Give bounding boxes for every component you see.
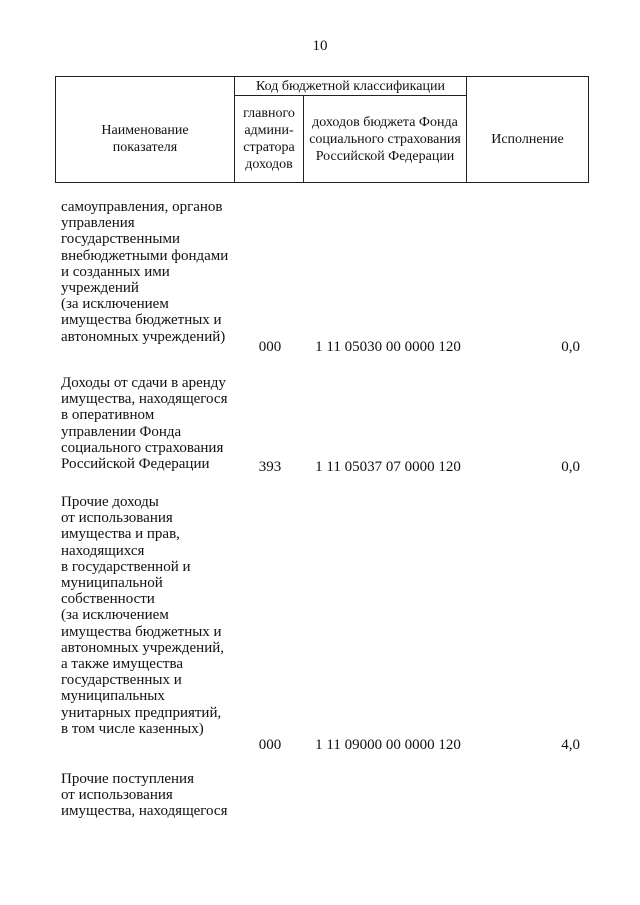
row-execution: 0,0 xyxy=(561,339,580,355)
row-execution: 0,0 xyxy=(561,459,580,475)
header-col-name: Наименование показателя xyxy=(101,123,189,155)
row-admin-code: 000 xyxy=(258,737,282,753)
row-income-code: 1 11 05037 07 0000 120 xyxy=(315,459,461,475)
row-name: Прочие доходы от использования имущества и прав, находящихся в государственной и муниципальной собственности (за исключением имущества бюджетных и автономных учреждений, а также имущества государственных и муниципальных унитарных предприятий, в том числе казенных) xyxy=(61,494,225,737)
header-group-title: Код бюджетной классификации xyxy=(256,78,445,94)
row-income-code: 1 11 05030 00 0000 120 xyxy=(315,339,461,355)
page-number: 10 xyxy=(312,38,328,54)
row-admin-code: 393 xyxy=(258,459,282,475)
row-name: Доходы от сдачи в аренду имущества, находящегося в оперативном управлении Фонда социального страхования Российской Федерации xyxy=(61,375,228,473)
row-execution: 4,0 xyxy=(561,737,580,753)
row-name: самоуправления, органов управления государственными внебюджетными фондами и созданных ими учреждений (за исключением имущества бюджетных и автономных учреждений) xyxy=(61,199,229,345)
header-divider xyxy=(303,95,304,183)
row-income-code: 1 11 09000 00 0000 120 xyxy=(315,737,461,753)
header-col-income: доходов бюджета Фонда социального страхования Российской Федерации xyxy=(309,114,461,164)
header-col-admin: главного админи-стратора доходов xyxy=(243,106,295,172)
row-name: Прочие поступления от использования имущества, находящегося xyxy=(61,771,228,820)
row-admin-code: 000 xyxy=(258,339,282,355)
header-col-exec: Исполнение xyxy=(491,131,564,147)
